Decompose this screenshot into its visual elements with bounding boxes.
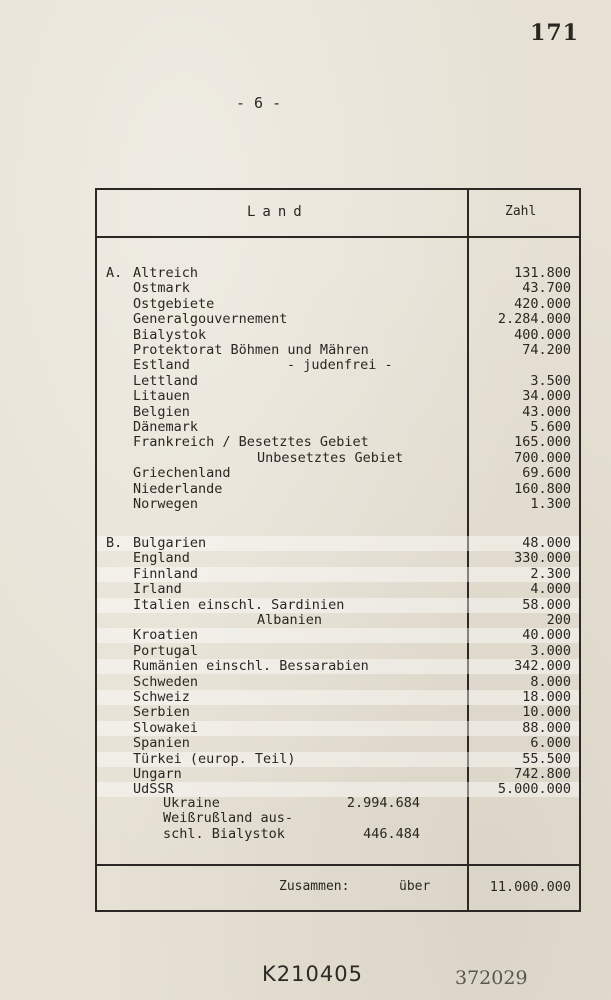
table-row <box>97 752 579 767</box>
row-note: - judenfrei - <box>287 357 393 374</box>
header-rule <box>97 236 579 238</box>
country-value: 8.000 <box>530 673 571 690</box>
country-value: 48.000 <box>522 535 571 551</box>
country-value: 18.000 <box>522 689 571 705</box>
table-row <box>97 767 579 782</box>
country-name: Italien einschl. Sardinien <box>133 596 345 613</box>
country-name: Griechenland <box>133 465 231 482</box>
country-name: Dänemark <box>133 419 199 435</box>
country-name: Irland <box>133 581 182 598</box>
country-value: 10.000 <box>522 704 571 721</box>
section-prefix: B. <box>106 535 123 551</box>
country-name: Generalgouvernement <box>133 311 288 328</box>
table-row <box>97 451 579 466</box>
total-qualifier: über <box>399 879 431 894</box>
archive-code-stamp: K210405 <box>262 962 363 986</box>
country-value: 342.000 <box>514 658 571 675</box>
table-row <box>97 420 579 435</box>
country-name: Belgien <box>133 403 190 420</box>
table-row <box>97 266 579 281</box>
udssr-ukraine-label: Ukraine <box>163 795 220 811</box>
country-name: Altreich <box>133 265 199 281</box>
country-value: 74.200 <box>522 342 571 358</box>
country-name: Ostmark <box>133 280 190 297</box>
country-value: 3.000 <box>530 642 571 659</box>
country-name: Bialystok <box>133 326 207 343</box>
country-name: Kroatien <box>133 627 199 644</box>
country-value: 160.800 <box>514 480 571 497</box>
country-value: 43.000 <box>522 403 571 420</box>
country-value: 400.000 <box>514 326 571 343</box>
udssr-weissrussland-label-cont: schl. Bialystok <box>163 826 285 842</box>
country-name: Frankreich / Besetztes Gebiet <box>133 434 369 451</box>
country-name: Türkei (europ. Teil) <box>133 750 296 767</box>
table-row <box>97 567 579 582</box>
country-value: 5.000.000 <box>497 781 571 798</box>
page-number: 171 <box>530 20 579 46</box>
table-row <box>97 690 579 705</box>
column-header-zahl: Zahl <box>505 204 537 219</box>
country-name: Schweden <box>133 673 199 690</box>
udssr-weissrussland-label: Weißrußland aus- <box>163 810 294 826</box>
country-name: Norwegen <box>133 496 199 512</box>
table-row <box>97 343 579 358</box>
country-name: Unbesetztes Gebiet <box>257 449 404 466</box>
table-row <box>97 705 579 720</box>
country-value: 3.500 <box>530 372 571 389</box>
country-name: Spanien <box>133 735 190 752</box>
table-row <box>97 536 579 551</box>
country-value: 420.000 <box>514 295 571 312</box>
table-row <box>97 328 579 343</box>
country-value: 5.600 <box>530 419 571 435</box>
table-row <box>97 613 579 628</box>
table-row <box>97 297 579 312</box>
country-value: 700.000 <box>514 449 571 466</box>
country-name: Schweiz <box>133 689 190 705</box>
table-row <box>97 736 579 751</box>
table-row <box>97 598 579 613</box>
table-row <box>97 659 579 674</box>
table-row <box>97 644 579 659</box>
country-name: Estland <box>133 357 190 374</box>
table-row <box>97 435 579 450</box>
table-row <box>97 721 579 736</box>
country-value: 88.000 <box>522 719 571 736</box>
country-name: Litauen <box>133 388 190 405</box>
table-row <box>97 497 579 512</box>
udssr-ukraine-value: 2.994.684 <box>346 795 420 811</box>
section-prefix: A. <box>106 265 123 281</box>
country-value: 2.284.000 <box>497 311 571 328</box>
country-value: 200 <box>546 612 571 628</box>
country-value: 58.000 <box>522 596 571 613</box>
footer-rule <box>97 864 579 866</box>
total-label: Zusammen: <box>279 879 350 894</box>
country-value: 131.800 <box>514 265 571 281</box>
page-marker: - 6 - <box>236 94 282 112</box>
country-value: 165.000 <box>514 434 571 451</box>
udssr-weissrussland-value: 446.484 <box>363 826 420 842</box>
table-row <box>97 312 579 327</box>
country-name: Niederlande <box>133 480 223 497</box>
table-row <box>97 482 579 497</box>
total-value: 11.000.000 <box>489 879 571 895</box>
country-name: UdSSR <box>133 781 174 798</box>
table-row <box>97 389 579 404</box>
jewish-population-table <box>95 188 581 912</box>
column-header-land: Land <box>247 204 309 220</box>
archive-id-stamp: 372029 <box>455 967 528 989</box>
country-value: 43.700 <box>522 280 571 297</box>
country-name: Albanien <box>257 612 323 628</box>
table-row <box>97 374 579 389</box>
table-row <box>97 466 579 481</box>
country-name: England <box>133 550 190 567</box>
country-value: 742.800 <box>514 766 571 782</box>
country-value: 40.000 <box>522 627 571 644</box>
country-name: Bulgarien <box>133 535 207 551</box>
country-name: Lettland <box>133 372 199 389</box>
country-name: Ostgebiete <box>133 295 215 312</box>
country-value: 6.000 <box>530 735 571 752</box>
table-row <box>97 628 579 643</box>
country-value: 34.000 <box>522 388 571 405</box>
country-value: 69.600 <box>522 465 571 482</box>
country-name: Slowakei <box>133 719 199 736</box>
table-row <box>97 675 579 690</box>
country-value: 4.000 <box>530 581 571 598</box>
table-row <box>97 281 579 296</box>
table-row <box>97 358 579 373</box>
table-row <box>97 405 579 420</box>
country-name: Protektorat Böhmen und Mähren <box>133 342 369 358</box>
country-name: Finnland <box>133 565 199 582</box>
table-row <box>97 582 579 597</box>
country-name: Ungarn <box>133 766 182 782</box>
country-name: Rumänien einschl. Bessarabien <box>133 658 369 675</box>
country-value: 1.300 <box>530 496 571 512</box>
table-row <box>97 551 579 566</box>
country-name: Portugal <box>133 642 199 659</box>
country-value: 55.500 <box>522 750 571 767</box>
country-value: 2.300 <box>530 565 571 582</box>
country-name: Serbien <box>133 704 190 721</box>
country-value: 330.000 <box>514 550 571 567</box>
